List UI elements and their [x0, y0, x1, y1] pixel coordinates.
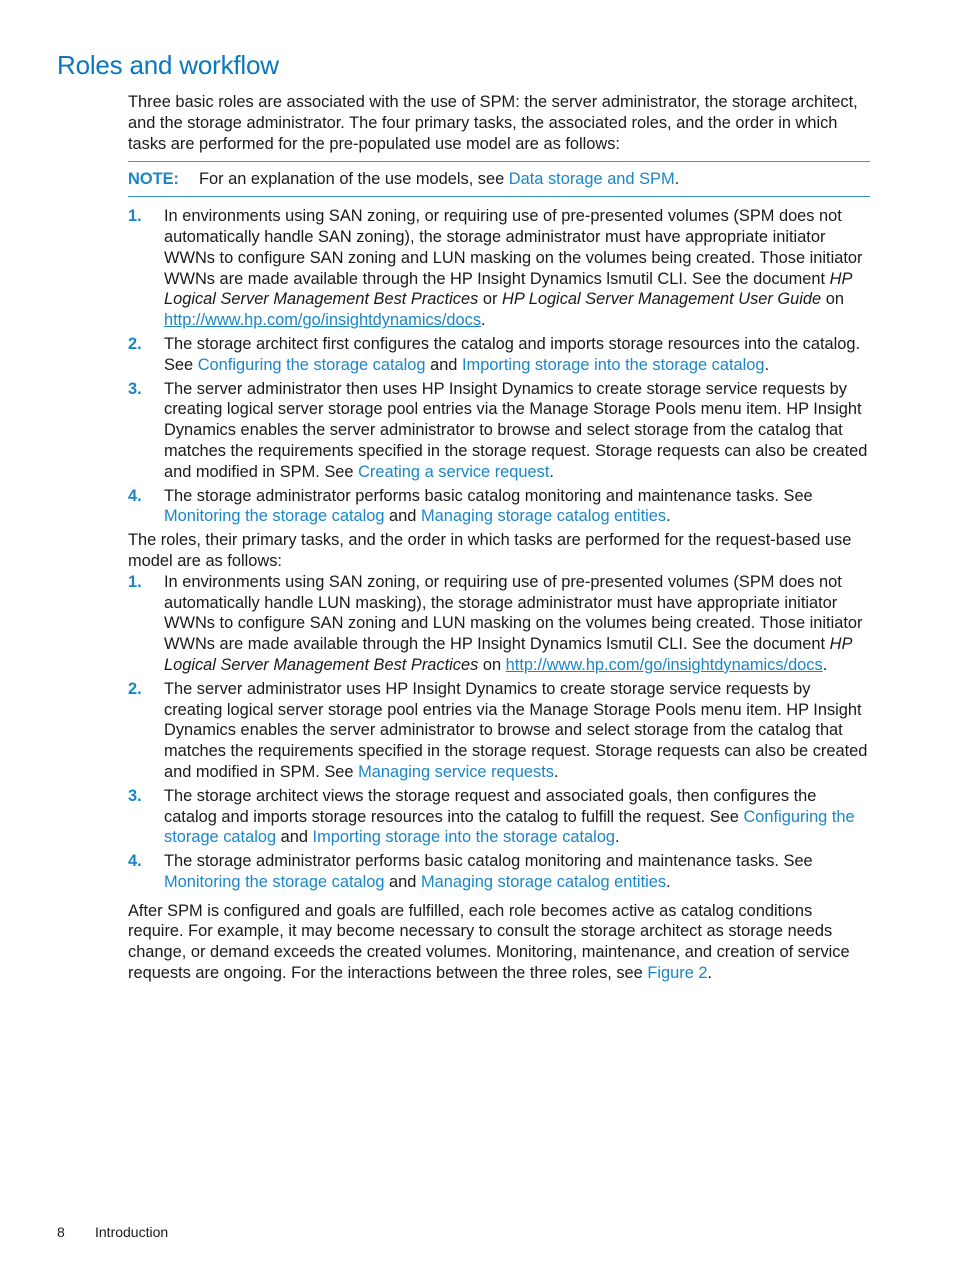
footer-section: Introduction [95, 1224, 169, 1240]
link-managing-catalog-entities[interactable]: Managing storage catalog entities [420, 507, 667, 526]
note-box: NOTE: For an explanation of the use models, see Data storage and SPM. [128, 161, 870, 197]
request-intro-paragraph: The roles, their primary tasks, and the order in which tasks are performed for the request-based use model are as follows: [128, 531, 852, 570]
item-number: 3. [128, 786, 142, 805]
main-content [128, 92, 870, 984]
link-importing-storage[interactable]: Importing storage into the storage catalog [461, 355, 765, 374]
link-creating-service-request[interactable]: Creating a service request [358, 462, 550, 481]
item-number: 1. [128, 207, 142, 226]
doc-title: HP Logical Server Management Best Practices [164, 269, 852, 309]
list-item: 4. The storage administrator performs basic catalog monitoring and maintenance tasks. See Monitoring the storage catalog and Managing storage catalog entities. [128, 486, 813, 526]
link-insightdynamics-docs[interactable]: http://www.hp.com/go/insightdynamics/docs [505, 655, 823, 674]
list-item: 3. The storage architect views the storage request and associated goals, then configures the catalog and imports storage resources into the catalog to fulfill the request. See Configuring the storage catalog and Importing storage into the storage catalog. [128, 786, 855, 847]
list-item: 4. The storage administrator performs basic catalog monitoring and maintenance tasks. See Monitoring the storage catalog and Managing storage catalog entities. [128, 852, 813, 891]
link-configuring-storage-catalog[interactable]: Configuring the storage catalog [164, 807, 855, 847]
list-item: 1. In environments using SAN zoning, or requiring use of pre-presented volumes (SPM does not automatically handle SAN zoning), the storage administrator must have appropriate initiator WWNs to configure SAN zoning and LUN masking on the volumes being created. Those initiator WWNs are made available through the HP Insight Dynamics lsmutil CLI. See the document HP Logical Server Management Best Practices or HP Logical Server Management User Guide on http://www.hp.com/go/insightdynamics/docs. [128, 207, 863, 330]
link-managing-catalog-entities[interactable]: Managing storage catalog entities [420, 872, 667, 891]
doc-title: HP Logical Server Management Best Practices [164, 635, 852, 674]
page-number: 8 [57, 1224, 65, 1240]
list-item: 3. The server administrator then uses HP Insight Dynamics to create storage service requests by creating logical server storage pool entries via the Manage Storage Pools menu item. HP Insight Dynamics enables the server administrator to browse and select storage from the catalog that matches the requirements specified in the storage request. Storage requests can also be created and modified in SPM. See Creating a service request. [128, 379, 868, 481]
list-item: 2. The storage architect first configures the catalog and imports storage resources into the catalog. See Configuring the storage catalog and Importing storage into the storage catalog. [128, 334, 861, 374]
link-managing-service-requests[interactable]: Managing service requests [358, 762, 554, 781]
note-text: For an explanation of the use models, see [199, 170, 509, 189]
item-number: 1. [128, 572, 142, 591]
item-number: 3. [128, 379, 142, 398]
request-task-list [128, 572, 870, 893]
item-number: 4. [128, 486, 142, 505]
link-configuring-storage-catalog[interactable]: Configuring the storage catalog [197, 355, 426, 374]
closing-paragraph: After SPM is configured and goals are fulfilled, each role becomes active as catalog conditions require. For example, it may become necessary to consult the storage architect as storage needs change, or demand exceeds the created volumes. Monitoring, maintenance, and creation of service requests are ongoing. For the interactions between the three roles, see Figure 2. [128, 901, 850, 983]
item-number: 4. [128, 852, 142, 871]
list-item: 1. In environments using SAN zoning, or requiring use of pre-presented volumes (SPM does not automatically handle LUN masking), the storage administrator must have appropriate initiator WWNs to configure SAN zoning and LUN masking on the volumes being created. Those initiator WWNs are made available through the HP Insight Dynamics lsmutil CLI. See the document HP Logical Server Management Best Practices on http://www.hp.com/go/insightdynamics/docs. [128, 572, 863, 674]
link-monitoring-storage-catalog[interactable]: Monitoring the storage catalog [164, 507, 385, 526]
link-data-storage-and-spm[interactable]: Data storage and SPM [508, 170, 675, 189]
prepopulated-task-list [128, 206, 870, 527]
page-title: Roles and workflow [57, 50, 279, 80]
link-importing-storage[interactable]: Importing storage into the storage catalog [312, 828, 616, 847]
intro-paragraph: Three basic roles are associated with the use of SPM: the server administrator, the storage architect, and the storage administrator. The four primary tasks, the associated roles, and the order in which tasks are performed for the pre-populated use model are as follows: [128, 93, 858, 153]
link-insightdynamics-docs[interactable]: http://www.hp.com/go/insightdynamics/docs [164, 311, 482, 330]
doc-title: HP Logical Server Management User Guide [502, 290, 822, 309]
page-footer [57, 1222, 168, 1242]
link-monitoring-storage-catalog[interactable]: Monitoring the storage catalog [164, 872, 385, 891]
item-number: 2. [128, 334, 142, 353]
list-item: 2. The server administrator uses HP Insight Dynamics to create storage service requests by creating logical server storage pool entries via the Manage Storage Pools menu item. HP Insight Dynamics enables the server administrator to browse and select storage from the catalog that matches the requirements specified in the storage request. Storage requests can also be created and modified in SPM. See Managing service requests. [128, 679, 868, 781]
link-figure-2[interactable]: Figure 2 [647, 964, 708, 983]
note-label: NOTE: [128, 170, 179, 189]
item-number: 2. [128, 679, 142, 698]
